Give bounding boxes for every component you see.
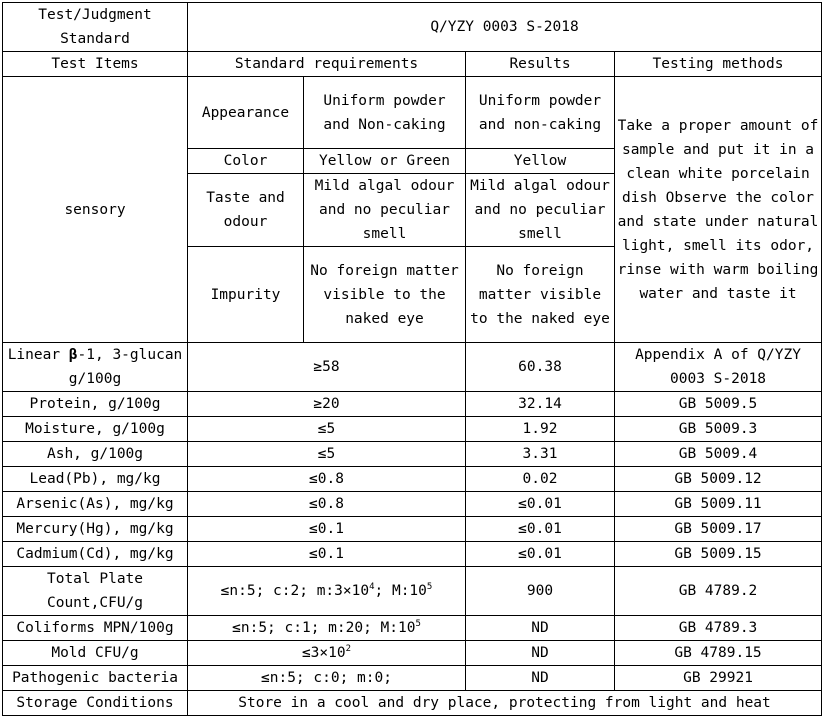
row-item: Mercury(Hg), mg/kg [3,517,188,542]
coliforms-req-a: ≤n:5; c:1; m:20; M:10 [232,620,416,636]
table-row [3,542,822,567]
row-item: Protein, g/100g [3,392,188,417]
row-requirement: ≤5 [188,417,466,442]
row-requirement: ≤5 [188,442,466,467]
table-row [3,492,822,517]
storage-label: Storage Conditions [3,691,188,716]
sensory-item: Color [188,149,304,174]
sensory-requirement: Mild algal odour and no peculiar smell [304,174,466,247]
glucan-item-pre: Linear [7,347,69,363]
mold-requirement [188,641,466,666]
row-method: GB 5009.11 [615,492,822,517]
sensory-item: Appearance [188,77,304,149]
plate-method: GB 4789.2 [615,567,822,616]
row-item: Arsenic(As), mg/kg [3,492,188,517]
plate-req-b: ; M:10 [374,583,427,599]
row-result: ≤0.01 [466,517,615,542]
table-row [3,467,822,492]
storage-value: Store in a cool and dry place, protecting from light and heat [188,691,822,716]
table-row [3,517,822,542]
pathogenic-item: Pathogenic bacteria [3,666,188,691]
mold-req-a-exponent: 2 [345,644,352,654]
row-result: 0.02 [466,467,615,492]
sensory-appearance-row [3,77,822,149]
plate-item: Total Plate Count,CFU/g [3,567,188,616]
header-test-items: Test Items [3,52,188,77]
glucan-result: 60.38 [466,343,615,392]
sensory-method: Take a proper amount of sample and put it in a clean white porcelain dish Observe the color and state under natural light, smell its odor, rinse with warm boiling water and taste it [615,77,822,343]
standard-label: Test/Judgment Standard [3,3,188,52]
row-result: 3.31 [466,442,615,467]
coliforms-row [3,616,822,641]
glucan-method: Appendix A of Q/YZY 0003 S-2018 [615,343,822,392]
pathogenic-result: ND [466,666,615,691]
standard-value: Q/YZY 0003 S-2018 [188,3,822,52]
plate-req-b-exponent: 5 [426,582,433,592]
table-row [3,442,822,467]
plate-req-a-exponent: 4 [369,582,375,592]
mold-method: GB 4789.15 [615,641,822,666]
row-result: ≤0.01 [466,542,615,567]
sensory-item: Taste and odour [188,174,304,247]
row-item: Moisture, g/100g [3,417,188,442]
row-requirement: ≤0.1 [188,542,466,567]
glucan-requirement: ≥58 [188,343,466,392]
plate-requirement [188,567,466,616]
row-method: GB 5009.3 [615,417,822,442]
row-requirement: ≥20 [188,392,466,417]
row-method: GB 5009.4 [615,442,822,467]
glucan-item-beta: β [68,347,78,363]
row-method: GB 5009.12 [615,467,822,492]
mold-row [3,641,822,666]
sensory-requirement: Uniform powder and Non-caking [304,77,466,149]
mold-req-a: ≤3×10 [301,645,346,661]
standard-row [3,3,822,52]
row-result: ≤0.01 [466,492,615,517]
row-item: Ash, g/100g [3,442,188,467]
pathogenic-method: GB 29921 [615,666,822,691]
sensory-item: Impurity [188,247,304,343]
row-item: Cadmium(Cd), mg/kg [3,542,188,567]
pathogenic-row [3,666,822,691]
plate-count-row [3,567,822,616]
sensory-label: sensory [3,77,188,343]
header-results: Results [466,52,615,77]
column-header-row [3,52,822,77]
sensory-requirement: Yellow or Green [304,149,466,174]
row-requirement: ≤0.8 [188,467,466,492]
header-standard-requirements: Standard requirements [188,52,466,77]
row-item: Lead(Pb), mg/kg [3,467,188,492]
sensory-result: Yellow [466,149,615,174]
row-method: GB 5009.17 [615,517,822,542]
mold-item: Mold CFU/g [3,641,188,666]
glucan-item [3,343,188,392]
table-row [3,392,822,417]
header-testing-methods: Testing methods [615,52,822,77]
row-method: GB 5009.15 [615,542,822,567]
pathogenic-requirement: ≤n:5; c:0; m:0; [188,666,466,691]
coliforms-item: Coliforms MPN/100g [3,616,188,641]
sensory-result: No foreign matter visible to the naked eye [466,247,615,343]
sensory-result: Mild algal odour and no peculiar smell [466,174,615,247]
mold-result: ND [466,641,615,666]
table-row [3,417,822,442]
row-method: GB 5009.5 [615,392,822,417]
coliforms-req-a-exponent: 5 [415,619,421,629]
glucan-row [3,343,822,392]
row-result: 32.14 [466,392,615,417]
coliforms-requirement [188,616,466,641]
coliforms-method: GB 4789.3 [615,616,822,641]
sensory-result: Uniform powder and non-caking [466,77,615,149]
sensory-requirement: No foreign matter visible to the naked eye [304,247,466,343]
row-requirement: ≤0.8 [188,492,466,517]
plate-req-a: ≤n:5; c:2; m:3×10 [220,583,370,599]
coliforms-result: ND [466,616,615,641]
row-requirement: ≤0.1 [188,517,466,542]
glucan-item-post: -1, 3-glucan g/100g [68,347,183,387]
specification-table [2,2,822,716]
plate-result: 900 [466,567,615,616]
row-result: 1.92 [466,417,615,442]
storage-row [3,691,822,716]
